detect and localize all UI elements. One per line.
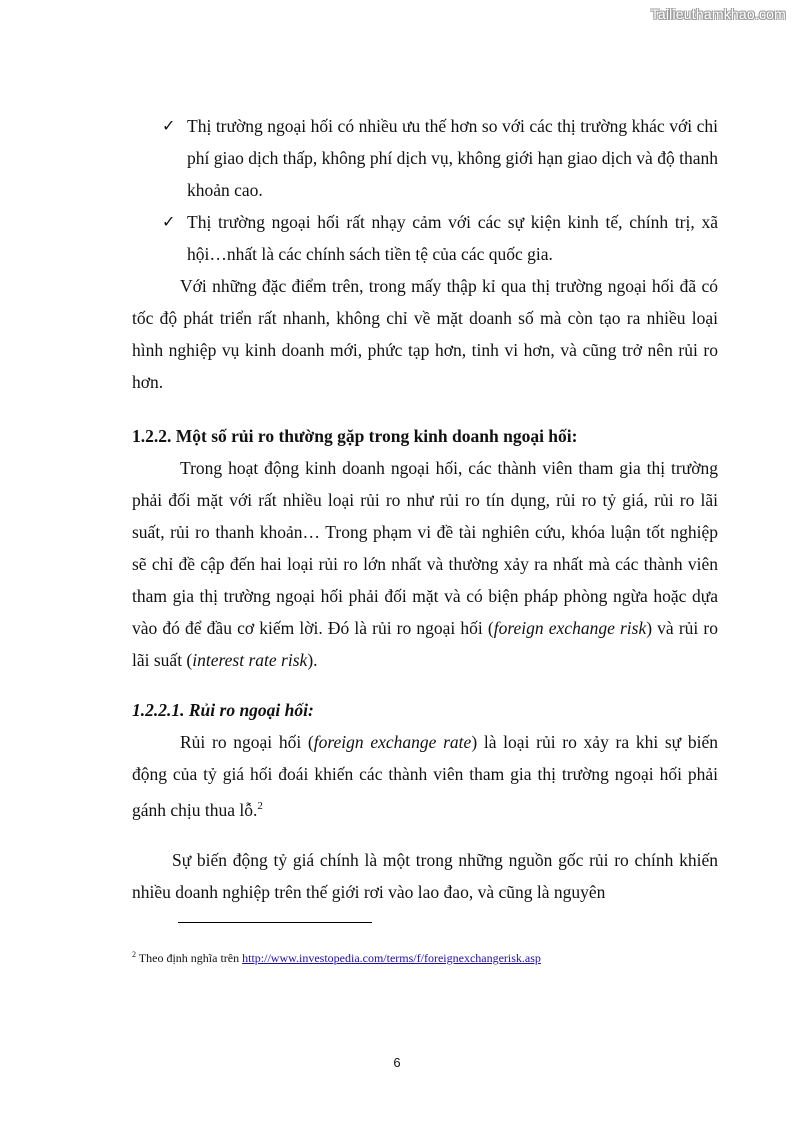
page-number: 6	[393, 1055, 401, 1070]
footnote-link[interactable]: http://www.investopedia.com/terms/f/foreignexchangerisk.asp	[242, 951, 541, 965]
checkmark-icon: ✓	[162, 212, 176, 231]
bullet-item	[132, 110, 718, 206]
watermark: Tailieuthamkhao.com	[650, 6, 786, 22]
section-heading-1-2-2-1: 1.2.2.1. Rủi ro ngoại hối:	[132, 700, 314, 720]
footnote: $^2$ Theo định nghĩa trên http://www.investopedia.com/terms/f/foreignexchangerisk.asp	[132, 950, 541, 965]
page-body	[132, 110, 718, 908]
paragraph-2: Trong hoạt động kinh doanh ngoại hối, các thành viên tham gia thị trường phải đối mặt với rất nhiều loại rủi ro như rủi ro tín dụng, rủi ro tỷ giá, rủi ro lãi suất, rủi ro thanh khoản… Trong phạm vi đề tài nghiên cứu, khóa luận tốt nghiệp sẽ chỉ đề cập đến hai loại rủi ro lớn nhất và thường xảy ra nhất mà các thành viên tham gia thị trường ngoại hối phải đối mặt và có biện pháp phòng ngừa hoặc dựa vào đó để đầu cơ kiếm lời. Đó là rủi ro ngoại hối (foreign exchange risk) và rủi ro lãi suất (interest rate risk).	[132, 458, 718, 670]
paragraph-1: Với những đặc điểm trên, trong mấy thập kỉ qua thị trường ngoại hối đã có tốc độ phát triển rất nhanh, không chỉ về mặt doanh số mà còn tạo ra nhiều loại hình nghiệp vụ kinh doanh mới, phức tạp hơn, tinh vi hơn, và cũng trở nên rủi ro hơn.	[132, 276, 718, 392]
footnote-divider	[178, 922, 372, 923]
section-heading-1-2-2: 1.2.2. Một số rủi ro thường gặp trong kinh doanh ngoại hối:	[132, 426, 578, 446]
paragraph-4: Sự biến động tỷ giá chính là một trong những nguồn gốc rủi ro chính khiến nhiều doanh nghiệp trên thế giới rơi vào lao đao, và cũng là nguyên	[132, 849, 718, 902]
bullet-text: Thị trường ngoại hối có nhiều ưu thế hơn so với các thị trường khác với chi phí giao dịch thấp, không phí dịch vụ, không giới hạn giao dịch và độ thanh khoản cao.	[187, 116, 718, 200]
bullet-item	[132, 206, 718, 270]
paragraph-3: Rủi ro ngoại hối (foreign exchange rate) là loại rủi ro xảy ra khi sự biến động của tỷ giá hối đoái khiến các thành viên tham gia thị trường ngoại hối phải gánh chịu thua lỗ.$^2$	[132, 732, 719, 820]
footnote-ref: 2	[257, 800, 263, 812]
checkmark-icon: ✓	[162, 116, 176, 135]
bullet-text: Thị trường ngoại hối rất nhạy cảm với các sự kiện kinh tế, chính trị, xã hội…nhất là các chính sách tiền tệ của các quốc gia.	[187, 212, 718, 264]
